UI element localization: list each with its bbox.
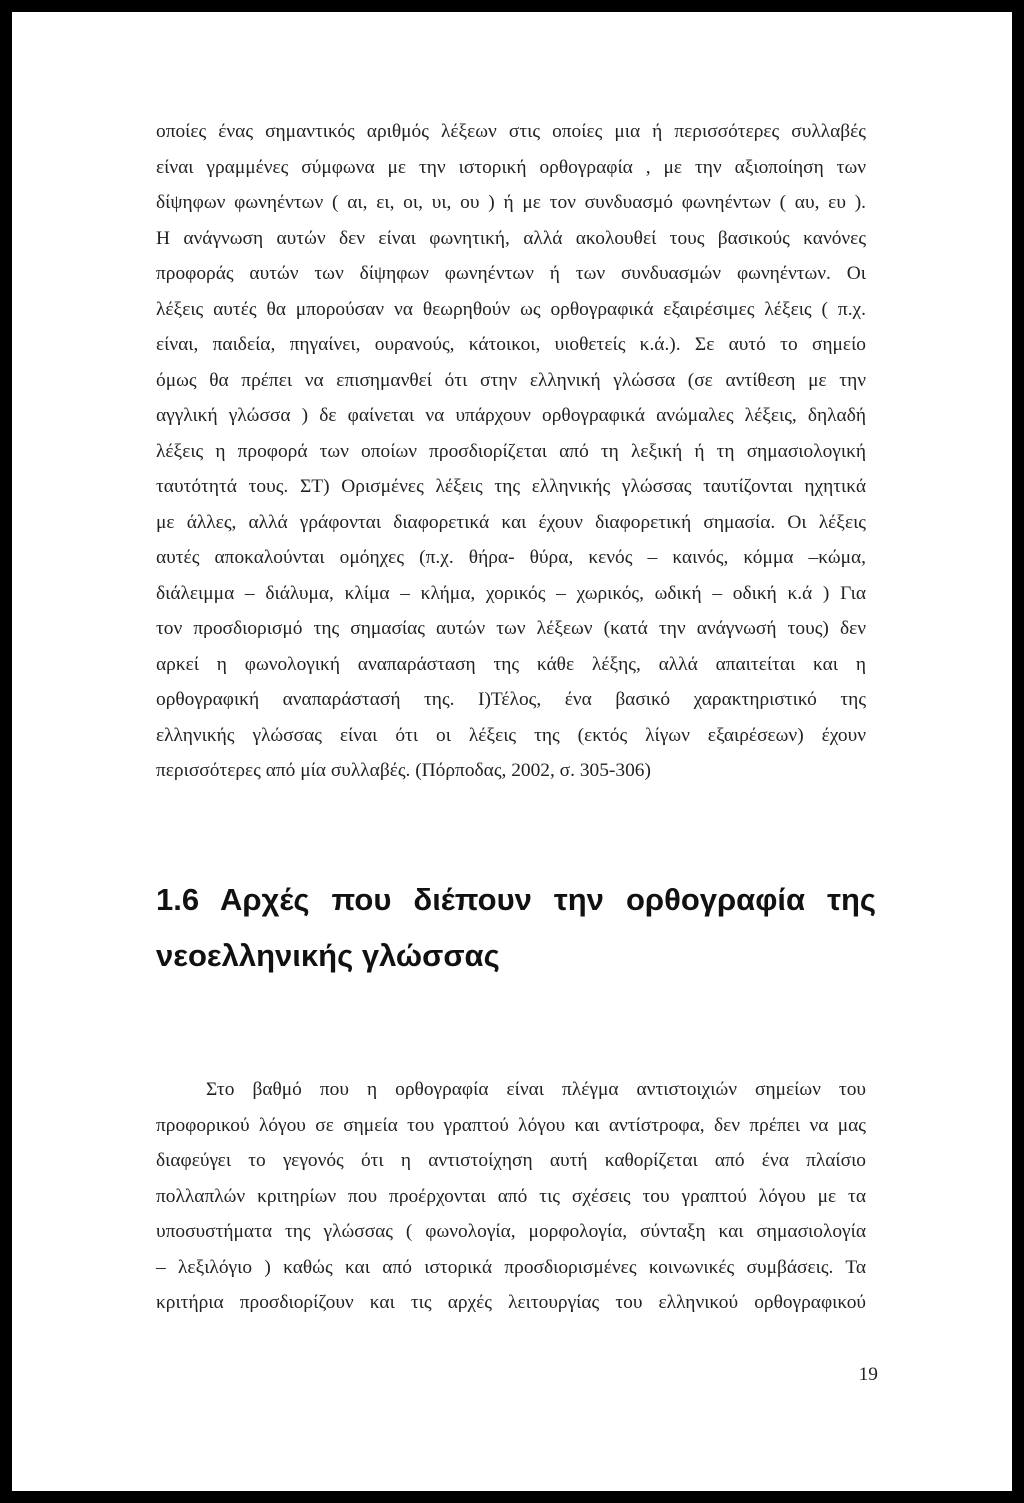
text-line: Στο βαθμό που η ορθογραφία είναι πλέγμα αντιστοιχιών σημείων του xyxy=(206,1079,866,1100)
section-heading-line-2: νεοελληνικής γλώσσας xyxy=(156,938,500,973)
page-number: 19 xyxy=(858,1364,878,1385)
text-line: κριτήρια προσδιορίζουν και τις αρχές λειτουργίας του ελληνικού ορθογραφικού xyxy=(156,1292,866,1313)
section-heading-line-1: 1.6 Αρχές που διέπουν την ορθογραφία της xyxy=(156,882,876,917)
text-line: αυτές αποκαλούνται ομόηχες (π.χ. θήρα- θύρα, κενός – καινός, κόμμα –κώμα, xyxy=(156,547,866,568)
text-line: είναι, παιδεία, πηγαίνει, ουρανούς, κάτοικοι, υιοθετείς κ.ά.). Σε αυτό το σημείο xyxy=(156,334,866,355)
paragraph-2 xyxy=(156,1072,866,1321)
text-line: υποσυστήματα της γλώσσας ( φωνολογία, μορφολογία, σύνταξη και σημασιολογία xyxy=(156,1221,866,1242)
text-line: προφορικού λόγου σε σημεία του γραπτού λόγου και αντίστροφα, δεν πρέπει να μας xyxy=(156,1114,866,1136)
text-line: τον προσδιορισμό της σημασίας αυτών των λέξεων (κατά την ανάγνωσή τους) δεν xyxy=(156,618,866,639)
text-line: Η ανάγνωση αυτών δεν είναι φωνητική, αλλά ακολουθεί τους βασικούς κανόνες xyxy=(156,227,866,249)
section-heading xyxy=(156,872,876,984)
text-line: δίψηφων φωνηέντων ( αι, ει, οι, υι, ου ) ή με τον συνδυασμό φωνηέντων ( αυ, ευ ). xyxy=(156,192,866,213)
text-line: προφοράς αυτών των δίψηφων φωνηέντων ή των συνδυασμών φωνηέντων. Οι xyxy=(156,263,866,284)
paragraph-1 xyxy=(156,114,866,789)
text-line: αρκεί η φωνολογική αναπαράσταση της κάθε λέξης, αλλά απαιτείται και η xyxy=(156,653,866,675)
text-line: διάλειμμα – διάλυμα, κλίμα – κλήμα, χορικός – χωρικός, ωδική – οδική κ.ά ) Για xyxy=(156,582,866,604)
text-line: όμως θα πρέπει να επισημανθεί ότι στην ελληνική γλώσσα (σε αντίθεση με την xyxy=(156,369,866,391)
text-line: ορθογραφική αναπαράστασή της. Ι)Τέλος, ένα βασικό χαρακτηριστικό της xyxy=(156,689,866,710)
text-line: – λεξιλόγιο ) καθώς και από ιστορικά προσδιορισμένες κοινωνικές συμβάσεις. Τα xyxy=(156,1256,866,1278)
text-line: λέξεις η προφορά των οποίων προσδιορίζεται από τη λεξική ή τη σημασιολογική xyxy=(156,440,866,462)
text-line: οποίες ένας σημαντικός αριθμός λέξεων στις οποίες μια ή περισσότερες συλλαβές xyxy=(156,121,866,142)
text-line: ελληνικής γλώσσας είναι ότι οι λέξεις της (εκτός λίγων εξαιρέσεων) έχουν xyxy=(156,724,866,746)
text-line: είναι γραμμένες σύμφωνα με την ιστορική ορθογραφία , με την αξιοποίηση των xyxy=(156,156,866,178)
text-line: αγγλική γλώσσα ) δε φαίνεται να υπάρχουν ορθογραφικά ανώμαλες λέξεις, δηλαδή xyxy=(156,405,866,426)
text-line: ταυτότητά τους. ΣΤ) Ορισμένες λέξεις της ελληνικής γλώσσας ταυτίζονται ηχητικά xyxy=(156,476,866,497)
text-line: πολλαπλών κριτηρίων που προέρχονται από τις σχέσεις του γραπτού λόγου με τα xyxy=(156,1185,866,1207)
text-line: διαφεύγει το γεγονός ότι η αντιστοίχηση αυτή καθορίζεται από ένα πλαίσιο xyxy=(156,1150,866,1171)
text-line: με άλλες, αλλά γράφονται διαφορετικά και έχουν διαφορετική σημασία. Οι λέξεις xyxy=(156,511,866,533)
text-line: περισσότερες από μία συλλαβές. (Πόρποδας, 2002, σ. 305-306) xyxy=(156,760,651,781)
text-line: λέξεις αυτές θα μπορούσαν να θεωρηθούν ως ορθογραφικά εξαιρέσιμες λέξεις ( π.χ. xyxy=(156,298,866,320)
